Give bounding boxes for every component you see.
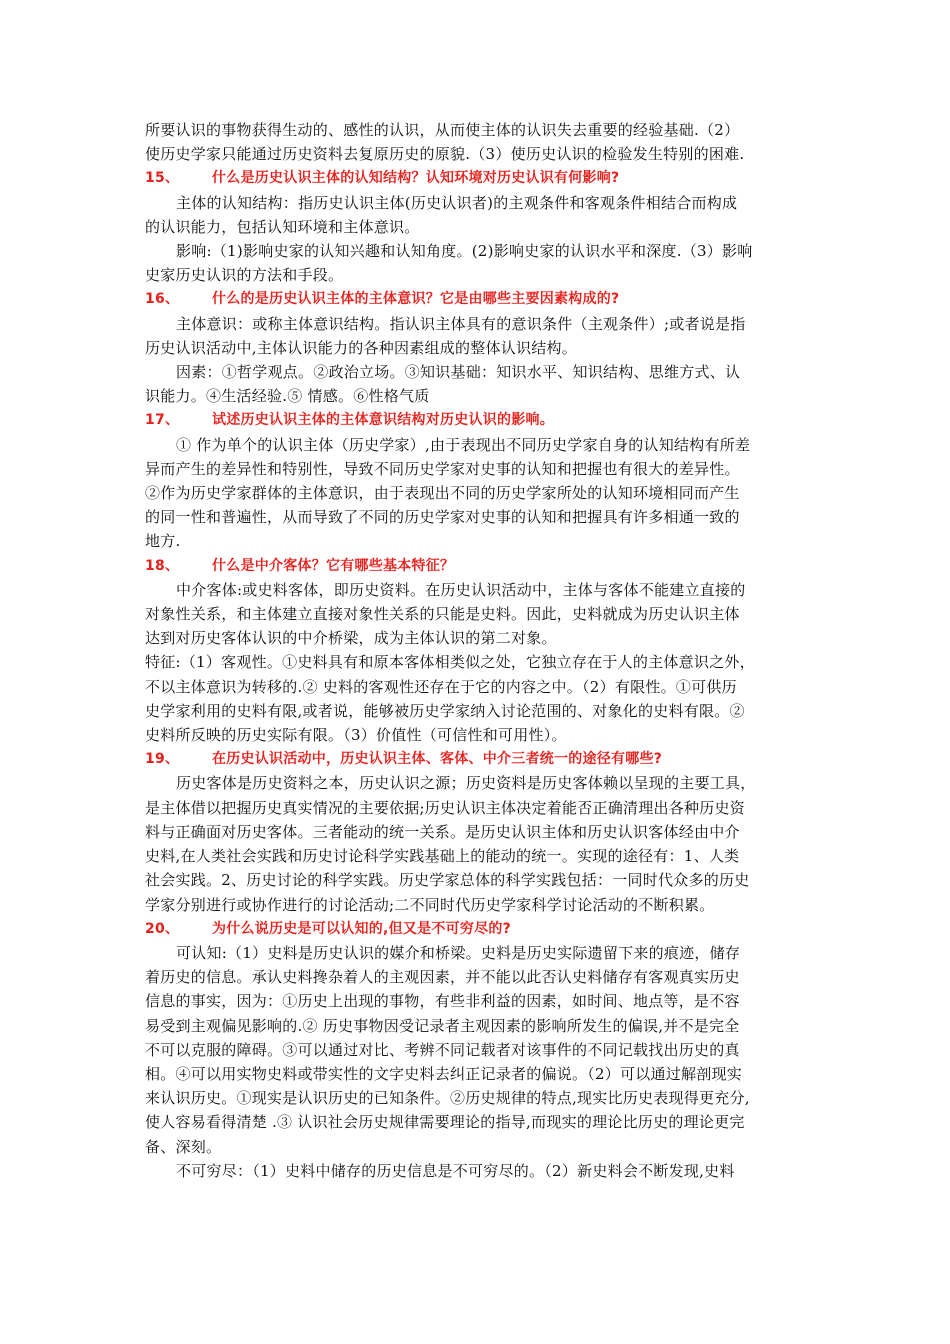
question-number: 17、 xyxy=(145,412,180,429)
text-line: ① 作为单个的认识主体（历史学家）,由于表现出不同历史学家自身的认知结构有所差 xyxy=(176,435,751,454)
text-line: 识能力。④生活经验.⑤ 情感。⑥性格气质 xyxy=(145,387,430,406)
text-line: 的认识能力，包括认知环境和主体意识。 xyxy=(145,217,420,236)
text-line: 的同一性和普遍性，从而导致了不同的历史学家对史事的认知和把握具有许多相通一致的 xyxy=(145,508,740,527)
text-line: ②作为历史学家群体的主体意识，由于表现出不同的历史学家所处的认知环境相同而产生 xyxy=(145,484,740,503)
text-line: 主体的认知结构：指历史认识主体(历史认识者)的主观条件和客观条件相结合而构成 xyxy=(176,193,738,212)
text-line: 主体意识：或称主体意识结构。指认识主体具有的意识条件（主观条件）;或者说是指 xyxy=(176,314,746,333)
paragraph xyxy=(145,578,810,651)
question-heading xyxy=(145,554,810,578)
text-line: 对象性关系，和主体建立直接对象性关系的只能是史料。因此，史料就成为历史认识主体 xyxy=(145,605,740,624)
text-line: 料与正确面对历史客体。三者能动的统一关系。是历史认识主体和历史认识客体经由中介 xyxy=(145,822,740,841)
text-line: 备、深刻。 xyxy=(145,1137,222,1156)
text-line: 史家历史认识的方法和手段。 xyxy=(145,266,344,285)
text-line: 信息的事实，因为：①历史上出现的事物，有些非利益的因素，如时间、地点等，是不容 xyxy=(145,992,740,1011)
question-heading xyxy=(145,166,810,190)
paragraph xyxy=(145,360,810,408)
paragraph xyxy=(145,650,810,747)
paragraph xyxy=(145,771,810,916)
paragraph xyxy=(145,941,810,1159)
text-line: 不可以克服的障碍。③可以通过对比、考辨不同记载者对该事件的不同记载找出历史的真 xyxy=(145,1040,740,1059)
question-text: 在历史认识活动中，历史认识主体、客体、中介三者统一的途径有哪些? xyxy=(212,751,663,768)
text-line: 地方. xyxy=(145,532,181,551)
text-line: 学家分别进行或协作进行的讨论活动;二不同时代历史学家科学讨论活动的不断积累。 xyxy=(145,895,715,914)
paragraph xyxy=(145,118,810,166)
text-line: 历史认识活动中,主体认识能力的各种因素组成的整体认识结构。 xyxy=(145,338,578,357)
paragraph xyxy=(145,239,810,287)
paragraph xyxy=(145,191,810,239)
paragraph xyxy=(145,1159,810,1183)
question-heading xyxy=(145,287,810,311)
question-text: 试述历史认识主体的主体意识结构对历史认识的影响。 xyxy=(212,412,554,429)
text-line: 使人容易看得清楚 .③ 认识社会历史规律需要理论的指导,而现实的理论比历史的理论更完 xyxy=(145,1113,745,1132)
text-line: 特征:（1）客观性。①史料具有和原本客体相类似之处，它独立存在于人的主体意识之外， xyxy=(145,653,755,672)
text-line: 史料,在人类社会实践和历史讨论科学实践基础上的能动的统一。实现的途径有：1、人类 xyxy=(145,847,740,866)
text-line: 是主体借以把握历史真实情况的主要依据;历史认识主体决定着能否正确清理出各种历史资 xyxy=(145,798,746,817)
question-heading xyxy=(145,747,810,771)
question-text: 什么是中介客体？它有哪些基本特征？ xyxy=(212,557,455,574)
paragraph xyxy=(145,433,810,554)
text-line: 着历史的信息。承认史料搀杂着人的主观因素，并不能以此否认史料储存有客观真实历史 xyxy=(145,968,740,987)
text-line: 不可穷尽：（1）史料中储存的历史信息是不可穷尽的。（2）新史料会不断发现,史料 xyxy=(176,1161,735,1180)
question-number: 16、 xyxy=(145,291,180,308)
text-line: 易受到主观偏见影响的.② 历史事物因受记录者主观因素的影响所发生的偏误,并不是完全 xyxy=(145,1016,740,1035)
text-line: 社会实践。2、历史讨论的科学实践。历史学家总体的科学实践包括：一同时代众多的历史 xyxy=(145,871,750,890)
text-line: 相。④可以用实物史料或带实性的文字史料去纠正记录者的偏说。（2）可以通过解剖现实 xyxy=(145,1064,743,1083)
question-heading xyxy=(145,408,810,432)
question-number: 20、 xyxy=(145,920,180,937)
text-line: 使历史学家只能通过历史资料去复原历史的原貌.（3）使历史认识的检验发生特别的困难. xyxy=(145,145,745,164)
text-line: 史料所反映的历史实际有限。（3）价值性（可信性和可用性）。 xyxy=(145,726,567,745)
question-heading xyxy=(145,917,810,941)
text-line: 史学家利用的史料有限,或者说，能够被历史学家纳入讨论范围的、对象化的史料有限。② xyxy=(145,701,745,720)
question-text: 为什么说历史是可以认知的,但又是不可穷尽的? xyxy=(212,920,511,937)
text-line: 因素：①哲学观点。②政治立场。③知识基础：知识水平、知识结构、思维方式、认 xyxy=(176,363,741,382)
text-line: 达到对历史客体认识的中介桥梁，成为主体认识的第二对象。 xyxy=(145,629,557,648)
text-line: 影响:（1)影响史家的认知兴趣和认知角度。(2)影响史家的认识水平和深度.（3）影响 xyxy=(176,242,753,261)
question-number: 15、 xyxy=(145,170,180,187)
text-line: 来认识历史。①现实是认识历史的已知条件。②历史规律的特点,现实比历史表现得更充分, xyxy=(145,1089,750,1108)
text-line: 异而产生的差异性和特别性，导致不同历史学家对史事的认知和把握也有很大的差异性。 xyxy=(145,459,740,478)
text-line: 历史客体是历史资料之本，历史认识之源；历史资料是历史客体赖以呈现的主要工具， xyxy=(176,774,756,793)
question-text: 什么是历史认识主体的认知结构？认知环境对历史认识有何影响? xyxy=(212,170,620,187)
question-number: 19、 xyxy=(145,751,180,768)
question-text: 什么的是历史认识主体的主体意识？它是由哪些主要因素构成的? xyxy=(212,291,620,308)
question-number: 18、 xyxy=(145,557,180,574)
document-page xyxy=(145,118,810,1183)
text-line: 中介客体:或史料客体，即历史资料。在历史认识活动中，主体与客体不能建立直接的 xyxy=(176,580,746,599)
text-line: 可认知:（1）史料是历史认识的媒介和桥梁。史料是历史实际遗留下来的痕迹，储存 xyxy=(176,943,741,962)
paragraph xyxy=(145,312,810,360)
text-line: 不以主体意识为转移的.② 史料的客观性还存在于它的内容之中。（2）有限性。①可供历 xyxy=(145,677,737,696)
text-line: 所要认识的事物获得生动的、感性的认识，从而使主体的认识失去重要的经验基础.（2） xyxy=(145,121,740,139)
